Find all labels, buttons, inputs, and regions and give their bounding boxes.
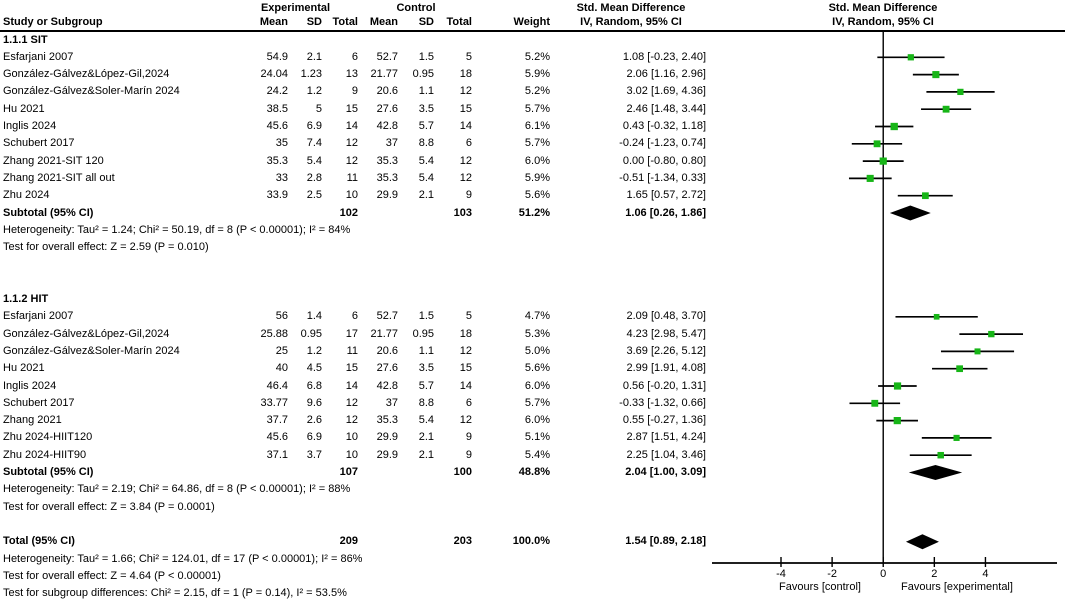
effect-marker [871, 400, 878, 407]
exp-total-cell: 10 [345, 431, 358, 444]
weight-cell: 5.4% [524, 448, 550, 461]
ctrl-sd-cell: 5.4 [418, 154, 434, 167]
weight-cell: 6.0% [524, 154, 550, 167]
weight-cell: 5.1% [524, 431, 550, 444]
study-name: Zhang 2021-SIT all out [3, 171, 115, 184]
exp-total-cell: 13 [345, 68, 358, 81]
effect-marker [957, 89, 963, 95]
ctrl-mean-cell: 35.3 [376, 171, 398, 184]
exp-sd-cell: 1.2 [306, 344, 322, 357]
pooled-diamond [890, 206, 931, 221]
smd-ci-cell: 0.56 [-0.20, 1.31] [622, 379, 706, 392]
smd-ci-cell: 2.25 [1.04, 3.46] [626, 448, 706, 461]
weight-cell: 5.2% [524, 50, 550, 63]
exp-total-cell: 12 [345, 154, 358, 167]
study-name: Zhang 2021-SIT 120 [3, 154, 104, 167]
ctrl-mean-cell: 27.6 [376, 362, 398, 375]
weight-cell: 6.0% [524, 414, 550, 427]
ctrl-total-cell: 6 [465, 137, 472, 150]
exp-sd-cell: 7.4 [306, 137, 322, 150]
exp-total-cell: 6 [351, 50, 358, 63]
exp-sd-cell: 6.9 [306, 120, 322, 132]
smd-ci-cell: 2.99 [1.91, 4.08] [626, 362, 706, 375]
exp-mean-cell: 56 [275, 310, 288, 323]
exp-total-cell: 15 [345, 102, 358, 115]
exp-sd-cell: 2.6 [306, 414, 322, 427]
exp-sd-cell: 2.1 [306, 50, 322, 63]
ctrl-mean-cell: 21.77 [370, 68, 398, 81]
favours-control-label: Favours [control] [779, 581, 861, 593]
ctrl-total-cell: 6 [465, 396, 472, 409]
header-smd-plot-title: Std. Mean Difference [828, 2, 938, 14]
ctrl-total-cell: 14 [459, 379, 472, 392]
weight-cell: 51.2% [518, 206, 550, 219]
weight-cell: 48.8% [518, 466, 550, 478]
ctrl-total-cell: 203 [453, 535, 472, 548]
header-ctrl-total: Total [446, 16, 472, 28]
smd-ci-cell: 0.55 [-0.27, 1.36] [622, 414, 706, 427]
study-name: Inglis 2024 [3, 379, 57, 392]
exp-sd-cell: 6.9 [306, 431, 322, 444]
overall-effect-text: Test for overall effect: Z = 4.64 (P < 0.00001) [3, 569, 221, 582]
exp-total-cell: 102 [339, 206, 358, 219]
ctrl-sd-cell: 5.7 [418, 120, 434, 132]
study-name: Zhu 2024-HIIT90 [3, 448, 87, 461]
weight-cell: 5.9% [524, 68, 550, 81]
study-name: González-Gálvez&Soler-Marín 2024 [3, 344, 180, 357]
effect-marker [894, 417, 901, 424]
ctrl-total-cell: 100 [453, 466, 472, 478]
study-name: Schubert 2017 [3, 137, 75, 150]
ctrl-total-cell: 12 [459, 171, 472, 184]
exp-sd-cell: 1.23 [300, 68, 322, 81]
ctrl-total-cell: 14 [459, 120, 472, 132]
favours-experimental-label: Favours [experimental] [901, 581, 1013, 593]
exp-mean-cell: 37.1 [266, 448, 288, 461]
exp-total-cell: 17 [345, 327, 358, 340]
exp-total-cell: 6 [351, 310, 358, 323]
exp-total-cell: 15 [345, 362, 358, 375]
subgroup-differences-text: Test for subgroup differences: Chi² = 2.15, df = 1 (P = 0.14), I² = 53.5% [3, 587, 347, 600]
exp-sd-cell: 1.2 [306, 85, 322, 98]
effect-marker [894, 382, 901, 389]
exp-total-cell: 12 [345, 414, 358, 427]
ctrl-total-cell: 9 [465, 189, 472, 202]
ctrl-sd-cell: 5.4 [418, 171, 434, 184]
pooled-label: Total (95% CI) [3, 535, 75, 548]
effect-marker [937, 452, 943, 458]
ctrl-total-cell: 5 [465, 50, 472, 63]
smd-ci-cell: 2.46 [1.48, 3.44] [626, 102, 706, 115]
exp-mean-cell: 33.77 [260, 396, 288, 409]
header-exp-total: Total [332, 16, 358, 28]
subgroup-label: 1.1.1 SIT [3, 33, 48, 46]
exp-total-cell: 107 [339, 466, 358, 478]
effect-marker [975, 348, 981, 354]
smd-ci-cell: -0.33 [-1.32, 0.66] [619, 396, 706, 409]
effect-marker [891, 123, 898, 130]
exp-mean-cell: 37.7 [266, 414, 288, 427]
exp-sd-cell: 5.4 [306, 154, 322, 167]
exp-mean-cell: 54.9 [266, 50, 288, 63]
subgroup-label: 1.1.2 HIT [3, 293, 49, 305]
study-name: González-Gálvez&Soler-Marín 2024 [3, 85, 180, 98]
effect-marker [932, 71, 939, 78]
ctrl-mean-cell: 35.3 [376, 414, 398, 427]
ctrl-sd-cell: 2.1 [418, 448, 434, 461]
effect-marker [880, 158, 887, 165]
exp-sd-cell: 5 [315, 102, 322, 115]
exp-mean-cell: 35 [275, 137, 288, 150]
overall-effect-text: Test for overall effect: Z = 3.84 (P = 0.0001) [3, 500, 215, 513]
tick-label: 2 [931, 568, 938, 580]
header-study-or-subgroup: Study or Subgroup [3, 16, 103, 28]
weight-cell: 5.7% [524, 137, 550, 150]
overall-effect-text: Test for overall effect: Z = 2.59 (P = 0.010) [3, 241, 209, 254]
smd-ci-cell: 0.00 [-0.80, 0.80] [622, 154, 706, 167]
ctrl-total-cell: 12 [459, 414, 472, 427]
smd-ci-cell: 2.09 [0.48, 3.70] [626, 310, 706, 323]
weight-cell: 6.1% [524, 120, 550, 132]
ctrl-mean-cell: 42.8 [376, 120, 398, 132]
heterogeneity-text: Heterogeneity: Tau² = 1.24; Chi² = 50.19, df = 8 (P < 0.00001); I² = 84% [3, 223, 351, 236]
weight-cell: 5.0% [524, 344, 550, 357]
ctrl-mean-cell: 29.9 [376, 431, 398, 444]
ctrl-sd-cell: 5.4 [418, 414, 434, 427]
ctrl-total-cell: 18 [459, 327, 472, 340]
exp-sd-cell: 2.8 [306, 171, 322, 184]
exp-total-cell: 12 [345, 396, 358, 409]
ctrl-mean-cell: 52.7 [376, 310, 398, 323]
ctrl-mean-cell: 20.6 [376, 344, 398, 357]
smd-ci-cell: 1.08 [-0.23, 2.40] [622, 50, 706, 63]
effect-marker [908, 54, 914, 60]
ctrl-mean-cell: 29.9 [376, 448, 398, 461]
weight-cell: 5.9% [524, 171, 550, 184]
effect-marker [867, 175, 874, 182]
effect-marker [954, 435, 960, 441]
study-name: Hu 2021 [3, 362, 45, 375]
ctrl-total-cell: 15 [459, 102, 472, 115]
tick-label: 4 [982, 568, 989, 580]
weight-cell: 5.3% [524, 327, 550, 340]
exp-mean-cell: 45.6 [266, 431, 288, 444]
ctrl-mean-cell: 37 [385, 137, 398, 150]
pooled-diamond [906, 534, 939, 549]
exp-sd-cell: 9.6 [306, 396, 322, 409]
weight-cell: 5.6% [524, 189, 550, 202]
tick-label: -4 [776, 568, 786, 580]
heterogeneity-text: Heterogeneity: Tau² = 2.19; Chi² = 64.86, df = 8 (P < 0.00001); I² = 88% [3, 483, 351, 496]
exp-mean-cell: 46.4 [266, 379, 288, 392]
exp-total-cell: 12 [345, 137, 358, 150]
effect-marker [934, 314, 940, 320]
study-name: Zhang 2021 [3, 414, 62, 427]
exp-mean-cell: 35.3 [266, 154, 288, 167]
ctrl-mean-cell: 42.8 [376, 379, 398, 392]
exp-sd-cell: 3.7 [306, 448, 322, 461]
ctrl-sd-cell: 1.5 [418, 50, 434, 63]
heterogeneity-text: Heterogeneity: Tau² = 1.66; Chi² = 124.01, df = 17 (P < 0.00001); I² = 86% [3, 552, 363, 565]
ctrl-total-cell: 103 [453, 206, 472, 219]
study-name: Esfarjani 2007 [3, 310, 74, 323]
ctrl-mean-cell: 35.3 [376, 154, 398, 167]
ctrl-sd-cell: 2.1 [418, 431, 434, 444]
exp-total-cell: 14 [345, 120, 358, 132]
ctrl-total-cell: 15 [459, 362, 472, 375]
study-name: Inglis 2024 [3, 120, 57, 132]
weight-cell: 5.2% [524, 85, 550, 98]
exp-total-cell: 209 [339, 535, 358, 548]
exp-total-cell: 10 [345, 448, 358, 461]
ctrl-total-cell: 12 [459, 154, 472, 167]
exp-total-cell: 14 [345, 379, 358, 392]
smd-ci-cell: -0.51 [-1.34, 0.33] [619, 171, 706, 184]
ctrl-total-cell: 12 [459, 85, 472, 98]
ctrl-sd-cell: 0.95 [412, 327, 434, 340]
pooled-label: Subtotal (95% CI) [3, 466, 94, 478]
ctrl-mean-cell: 37 [385, 396, 398, 409]
smd-ci-cell: 1.06 [0.26, 1.86] [625, 206, 706, 219]
ctrl-sd-cell: 1.1 [418, 344, 434, 357]
ctrl-mean-cell: 20.6 [376, 85, 398, 98]
smd-ci-cell: 1.54 [0.89, 2.18] [625, 535, 706, 548]
header-experimental: Experimental [260, 2, 331, 14]
weight-cell: 5.6% [524, 362, 550, 375]
ctrl-mean-cell: 52.7 [376, 50, 398, 63]
exp-mean-cell: 33.9 [266, 189, 288, 202]
exp-total-cell: 9 [351, 85, 358, 98]
ctrl-total-cell: 9 [465, 431, 472, 444]
effect-marker [956, 365, 963, 372]
header-method-plot: IV, Random, 95% CI [832, 16, 934, 28]
study-name: Hu 2021 [3, 102, 45, 115]
effect-marker [943, 106, 950, 113]
ctrl-sd-cell: 0.95 [412, 68, 434, 81]
header-weight: Weight [513, 16, 550, 28]
weight-cell: 100.0% [512, 535, 550, 548]
effect-marker [874, 140, 881, 147]
smd-ci-cell: 2.87 [1.51, 4.24] [626, 431, 706, 444]
header-ctrl-sd: SD [418, 16, 434, 28]
exp-mean-cell: 33 [275, 171, 288, 184]
header-ctrl-mean: Mean [369, 16, 398, 28]
smd-ci-cell: 0.43 [-0.32, 1.18] [622, 120, 706, 132]
exp-total-cell: 11 [346, 171, 358, 184]
pooled-diamond [909, 465, 962, 480]
ctrl-sd-cell: 8.8 [418, 137, 434, 150]
ctrl-mean-cell: 27.6 [376, 102, 398, 115]
ctrl-total-cell: 9 [465, 448, 472, 461]
exp-sd-cell: 1.4 [306, 310, 322, 323]
study-name: Zhu 2024 [3, 189, 50, 202]
study-name: González-Gálvez&López-Gil,2024 [3, 327, 170, 340]
pooled-label: Subtotal (95% CI) [3, 206, 94, 219]
exp-sd-cell: 6.8 [306, 379, 322, 392]
exp-mean-cell: 40 [275, 362, 288, 375]
exp-mean-cell: 45.6 [266, 120, 288, 132]
ctrl-total-cell: 5 [465, 310, 472, 323]
ctrl-mean-cell: 29.9 [376, 189, 398, 202]
study-name: Schubert 2017 [3, 396, 75, 409]
ctrl-sd-cell: 2.1 [418, 189, 434, 202]
effect-marker [988, 331, 994, 337]
exp-sd-cell: 2.5 [306, 189, 322, 202]
weight-cell: 6.0% [524, 379, 550, 392]
ctrl-sd-cell: 5.7 [418, 379, 434, 392]
exp-mean-cell: 38.5 [266, 102, 288, 115]
smd-ci-cell: -0.24 [-1.23, 0.74] [619, 137, 706, 150]
effect-marker [922, 192, 929, 199]
ctrl-sd-cell: 3.5 [418, 362, 434, 375]
weight-cell: 4.7% [524, 310, 550, 323]
exp-mean-cell: 25 [275, 344, 288, 357]
ctrl-mean-cell: 21.77 [370, 327, 398, 340]
study-name: Esfarjani 2007 [3, 50, 74, 63]
ctrl-sd-cell: 1.1 [418, 85, 434, 98]
exp-total-cell: 10 [345, 189, 358, 202]
weight-cell: 5.7% [524, 396, 550, 409]
study-name: Zhu 2024-HIIT120 [3, 431, 93, 444]
exp-mean-cell: 25.88 [260, 327, 288, 340]
ctrl-total-cell: 12 [459, 344, 472, 357]
tick-label: -2 [827, 568, 837, 580]
exp-total-cell: 11 [346, 344, 358, 357]
ctrl-sd-cell: 8.8 [418, 396, 434, 409]
exp-mean-cell: 24.04 [260, 68, 288, 81]
smd-ci-cell: 2.06 [1.16, 2.96] [626, 68, 706, 81]
header-method-column: IV, Random, 95% CI [580, 16, 682, 28]
smd-ci-cell: 3.69 [2.26, 5.12] [626, 344, 706, 357]
ctrl-sd-cell: 3.5 [418, 102, 434, 115]
ctrl-total-cell: 18 [459, 68, 472, 81]
smd-ci-cell: 2.04 [1.00, 3.09] [625, 466, 706, 478]
exp-sd-cell: 4.5 [306, 362, 322, 375]
smd-ci-cell: 4.23 [2.98, 5.47] [626, 327, 706, 340]
exp-sd-cell: 0.95 [300, 327, 322, 340]
tick-label: 0 [880, 568, 887, 580]
header-smd-column-title: Std. Mean Difference [576, 2, 686, 14]
weight-cell: 5.7% [524, 102, 550, 115]
header-control: Control [396, 2, 436, 14]
ctrl-sd-cell: 1.5 [418, 310, 434, 323]
study-name: González-Gálvez&López-Gil,2024 [3, 68, 170, 81]
header-exp-mean: Mean [259, 16, 288, 28]
smd-ci-cell: 3.02 [1.69, 4.36] [626, 85, 706, 98]
smd-ci-cell: 1.65 [0.57, 2.72] [626, 189, 706, 202]
header-exp-sd: SD [306, 16, 322, 28]
exp-mean-cell: 24.2 [266, 85, 288, 98]
